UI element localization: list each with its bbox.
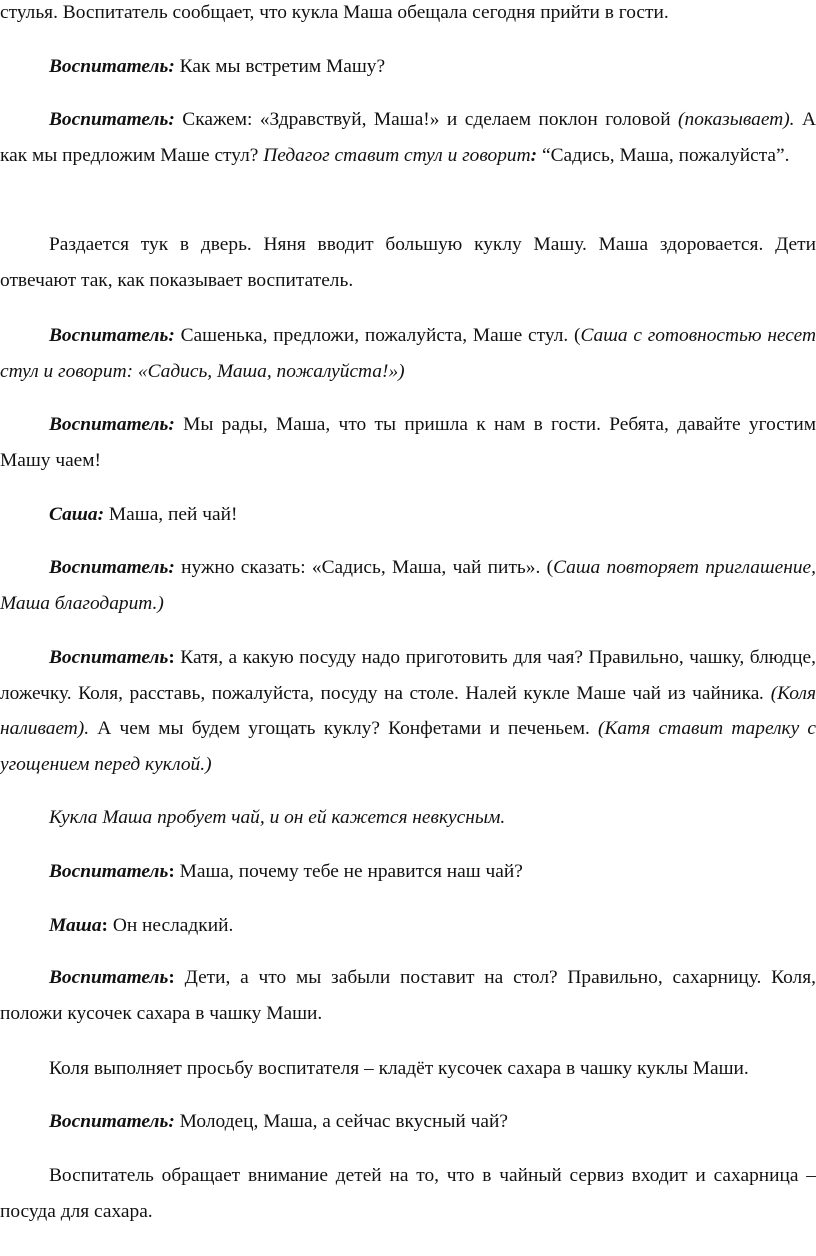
text-segment: Сашенька, предложи, пожалуйста, Маше стул. (	[174, 325, 581, 346]
paragraph-4	[0, 227, 816, 298]
text-segment: :	[101, 915, 108, 936]
role-label: Воспитатель	[49, 647, 169, 668]
paragraph-1	[0, 0, 816, 31]
paragraph-2	[0, 49, 816, 85]
text-segment: :	[168, 861, 175, 882]
stage-direction: . (Коля наливает).	[0, 682, 816, 739]
role-label: :	[530, 144, 538, 166]
text-segment: Воспитатель обращает внимание детей на то, что в чайный сервиз входит и сахарница – посуда для сахара.	[0, 1165, 816, 1222]
text-segment: А чем мы будем угощать куклу? Конфетами и печеньем.	[89, 718, 599, 739]
role-label: Воспитатель:	[49, 557, 175, 578]
paragraph-14	[0, 1051, 816, 1087]
paragraph-9	[0, 640, 816, 782]
paragraph-16	[0, 1158, 816, 1229]
paragraph-11	[0, 854, 816, 890]
stage-direction: (показывает).	[678, 109, 795, 130]
stage-direction: Саша повторяет приглашение, Маша благодарит.)	[0, 557, 816, 614]
role-label: Воспитатель:	[49, 1111, 175, 1132]
text-segment: Коля выполняет просьбу воспитателя – кладёт кусочек сахара в чашку куклы Маши.	[49, 1058, 749, 1079]
role-label: Маша	[49, 915, 102, 936]
text-segment: Как мы встретим Машу?	[174, 56, 386, 77]
text-segment: А как мы предложим Маше стул?	[0, 109, 816, 166]
paragraph-5	[0, 318, 816, 389]
text-segment: :	[168, 647, 175, 668]
paragraph-13	[0, 960, 816, 1031]
text-segment: Скажем: «Здравствуй, Маша!» и сделаем поклон головой	[174, 109, 679, 130]
role-label: Саша:	[49, 504, 105, 525]
text-segment: Молодец, Маша, а сейчас вкусный чай?	[174, 1111, 508, 1132]
text-segment: стулья. Воспитатель сообщает, что кукла Маша обещала сегодня прийти в гости.	[0, 2, 669, 23]
role-label: Воспитатель	[49, 861, 169, 882]
stage-direction: Педагог ставит стул и говорит	[263, 144, 531, 166]
text-segment: Катя, а какую посуду надо приготовить для чая? Правильно, чашку, блюдце, ложечку. Коля, расставь, пожалуйста, посуду на столе. Налей кукле Маше чай из чайника	[0, 647, 816, 704]
text-segment: :	[168, 967, 175, 988]
text-segment: Дети, а что мы забыли поставит на стол? Правильно, сахарницу. Коля, положи кусочек сахара в чашку Маши.	[0, 967, 816, 1024]
paragraph-12	[0, 908, 816, 944]
text-segment: Он несладкий.	[107, 915, 234, 936]
stage-direction: (Катя ставит тарелку с угощением перед куклой.)	[0, 718, 816, 775]
role-label: Воспитатель	[49, 967, 169, 988]
paragraph-3	[0, 102, 816, 173]
role-label: Воспитатель:	[49, 109, 175, 130]
stage-direction: Кукла Маша пробует чай, и он ей кажется невкусным.	[49, 807, 506, 828]
role-label: Воспитатель:	[49, 414, 175, 435]
paragraph-15	[0, 1104, 816, 1140]
paragraph-7	[0, 497, 816, 533]
text-segment: Мы рады, Маша, что ты пришла к нам в гости. Ребята, давайте угостим Машу чаем!	[0, 414, 816, 471]
text-segment: “Садись, Маша, пожалуйста”.	[537, 144, 790, 166]
text-segment: Раздается тук в дверь. Няня вводит большую куклу Машу. Маша здоровается. Дети отвечают так, как показывает воспитатель.	[0, 234, 816, 291]
text-segment: нужно сказать: «Садись, Маша, чай пить». (	[174, 557, 554, 578]
role-label: Воспитатель:	[49, 56, 175, 77]
stage-direction: Саша с готовностью несет стул и говорит: «Садись, Маша, пожалуйста!»)	[0, 325, 816, 382]
paragraph-8	[0, 550, 816, 621]
text-segment: Маша, почему тебе не нравится наш чай?	[174, 861, 523, 882]
text-segment: Маша, пей чай!	[104, 504, 238, 525]
paragraph-10	[0, 800, 816, 836]
paragraph-6	[0, 407, 816, 478]
role-label: Воспитатель:	[49, 325, 175, 346]
